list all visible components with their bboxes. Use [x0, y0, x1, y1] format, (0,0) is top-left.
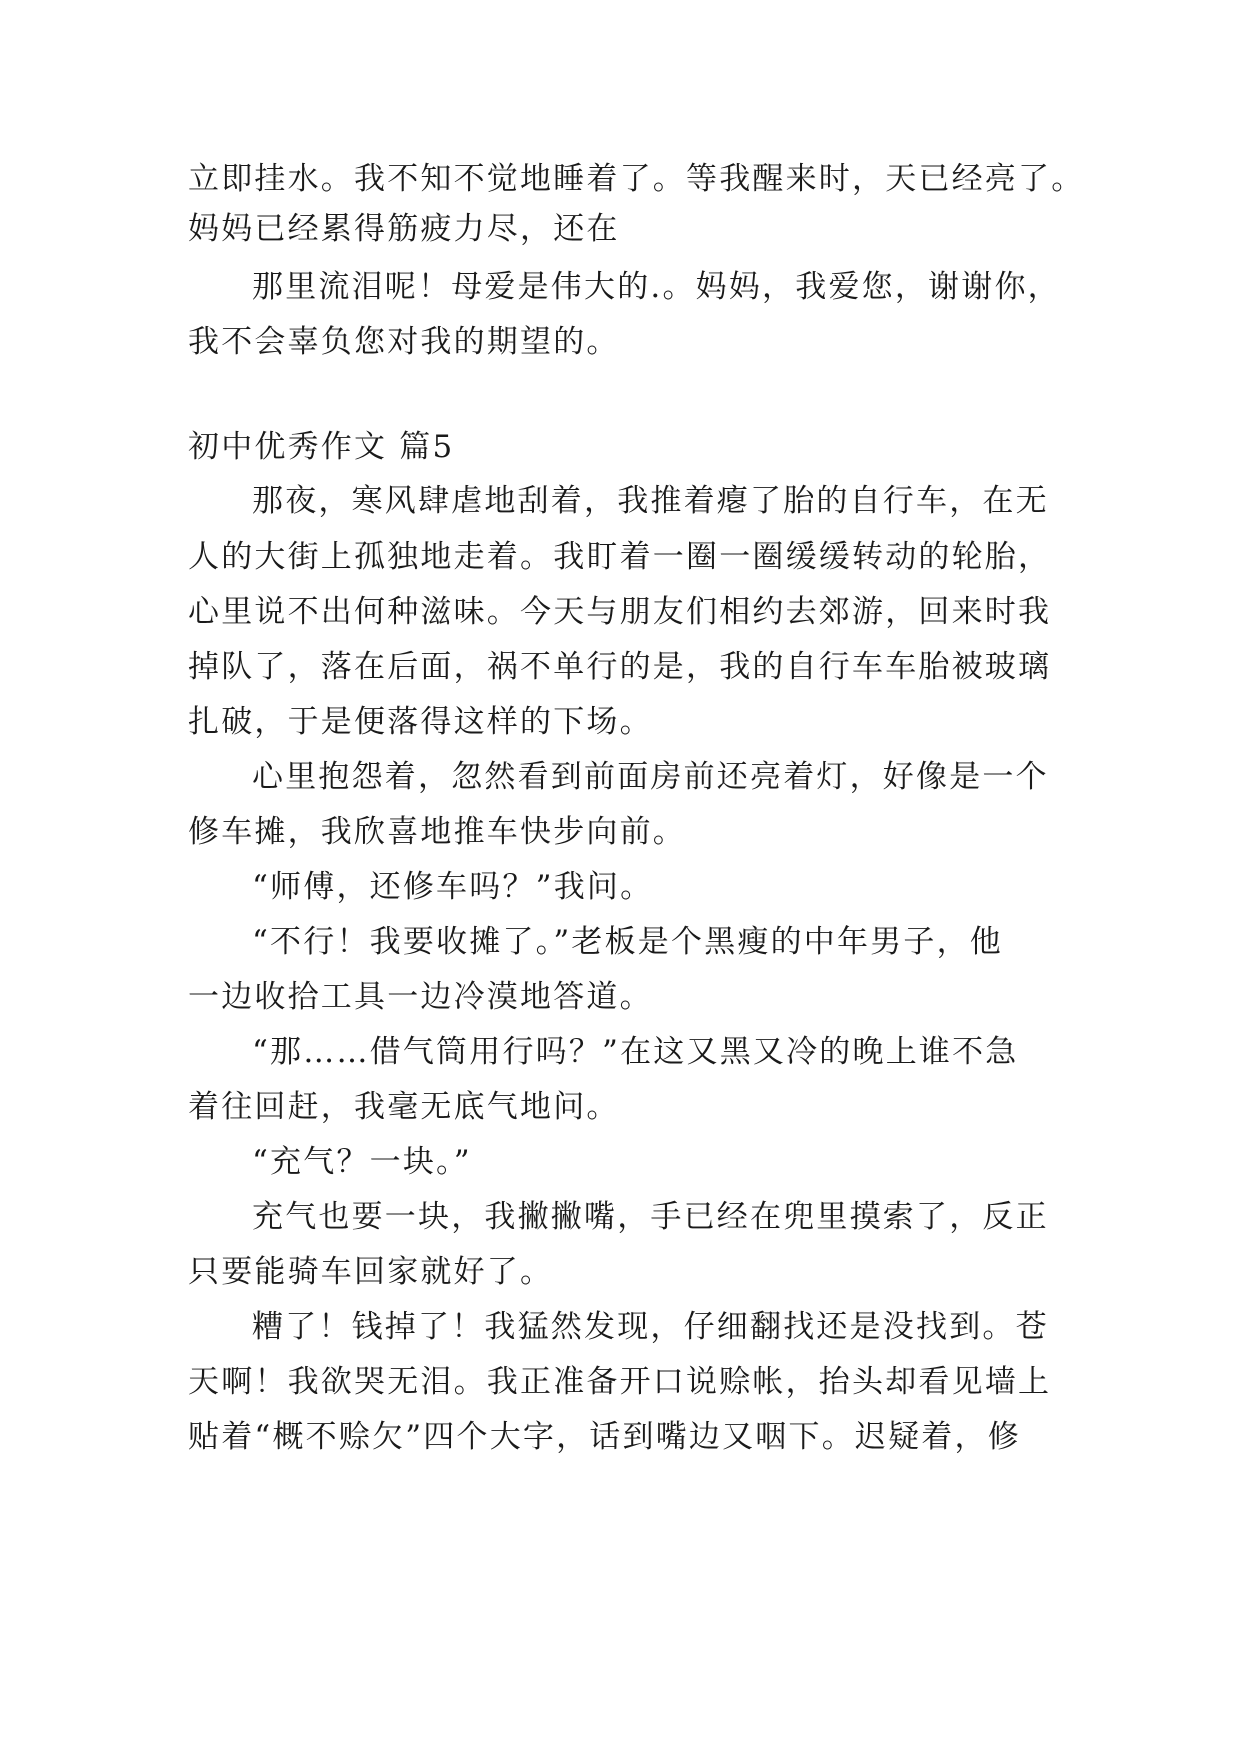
- text-line: 只要能骑车回家就好了。: [188, 1254, 554, 1290]
- text-line: “那……借气筒用行吗？”在这又黑又冷的晚上谁不急: [252, 1034, 1019, 1070]
- text-line: “不行！我要收摊了。”老板是个黑瘦的中年男子，他: [252, 924, 1003, 960]
- text-line: 充气也要一块，我撇撇嘴，手已经在兜里摸索了，反正: [252, 1199, 1049, 1235]
- text-line: 立即挂水。我不知不觉地睡着了。等我醒来时，天已经亮了。: [188, 161, 1085, 197]
- text-line: 着往回赶，我毫无底气地问。: [188, 1089, 620, 1125]
- text-line: 修车摊，我欣喜地推车快步向前。: [188, 814, 686, 850]
- text-line: 天啊！我欲哭无泪。我正准备开口说赊帐，抬头却看见墙上: [188, 1364, 1052, 1400]
- text-line: 妈妈已经累得筋疲力尽，还在: [188, 211, 620, 247]
- text-line: 心里抱怨着，忽然看到前面房前还亮着灯，好像是一个: [252, 759, 1049, 795]
- text-line: 我不会辜负您对我的期望的。: [188, 324, 620, 360]
- text-line: 那夜，寒风肆虐地刮着，我推着瘪了胎的自行车，在无: [252, 483, 1049, 519]
- text-line: 人的大街上孤独地走着。我盯着一圈一圈缓缓转动的轮胎，: [188, 539, 1052, 575]
- text-line: 心里说不出何种滋味。今天与朋友们相约去郊游，回来时我: [188, 594, 1052, 630]
- text-line: “充气？一块。”: [252, 1144, 472, 1180]
- text-line: 扎破，于是便落得这样的下场。: [188, 704, 653, 740]
- text-line: 那里流泪呢！母爱是伟大的.。妈妈，我爱您，谢谢你，: [252, 269, 1061, 305]
- text-line: 糟了！钱掉了！我猛然发现，仔细翻找还是没找到。苍: [252, 1309, 1049, 1345]
- text-line: 掉队了，落在后面，祸不单行的是，我的自行车车胎被玻璃: [188, 649, 1052, 685]
- section-heading: 初中优秀作文 篇5: [188, 429, 455, 465]
- text-line: 贴着“概不赊欠”四个大字，话到嘴边又咽下。迟疑着，修: [188, 1419, 1021, 1455]
- text-line: 一边收拾工具一边冷漠地答道。: [188, 979, 653, 1015]
- text-line: “师傅，还修车吗？”我问。: [252, 869, 654, 905]
